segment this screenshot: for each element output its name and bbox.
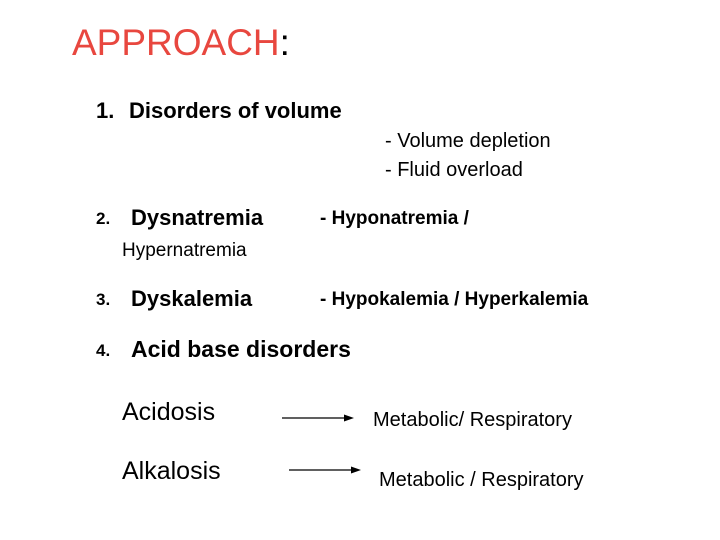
slide-title (72, 22, 290, 64)
acidosis-arrow-icon (280, 412, 355, 424)
item-3-number: 3. (96, 290, 111, 309)
item-2-detail: - Hyponatremia / (320, 208, 469, 229)
acidosis-result: Metabolic/ Respiratory (373, 409, 572, 431)
alkalosis-result: Metabolic / Respiratory (379, 469, 584, 491)
item-1-label: Disorders of volume (129, 98, 342, 123)
item-3-detail: - Hypokalemia / Hyperkalemia (320, 289, 589, 310)
item-2-number: 2. (96, 209, 111, 228)
item-2-label: Dysnatremia (131, 205, 264, 230)
item-1-sub-2: - Fluid overload (385, 159, 523, 181)
item-1-sub-1: - Volume depletion (385, 130, 551, 152)
alkalosis-term: Alkalosis (122, 457, 221, 485)
item-2-detail-cont: Hypernatremia (122, 240, 247, 261)
item-4-number: 4. (96, 341, 111, 360)
alkalosis-arrow-icon (287, 464, 362, 476)
item-1-number: 1. (96, 98, 115, 123)
item-3-label: Dyskalemia (131, 286, 253, 311)
acidosis-term: Acidosis (122, 398, 216, 426)
slide-title-word: APPROACH (72, 22, 280, 63)
item-4-label: Acid base disorders (131, 336, 351, 362)
slide-title-colon: : (279, 22, 290, 63)
